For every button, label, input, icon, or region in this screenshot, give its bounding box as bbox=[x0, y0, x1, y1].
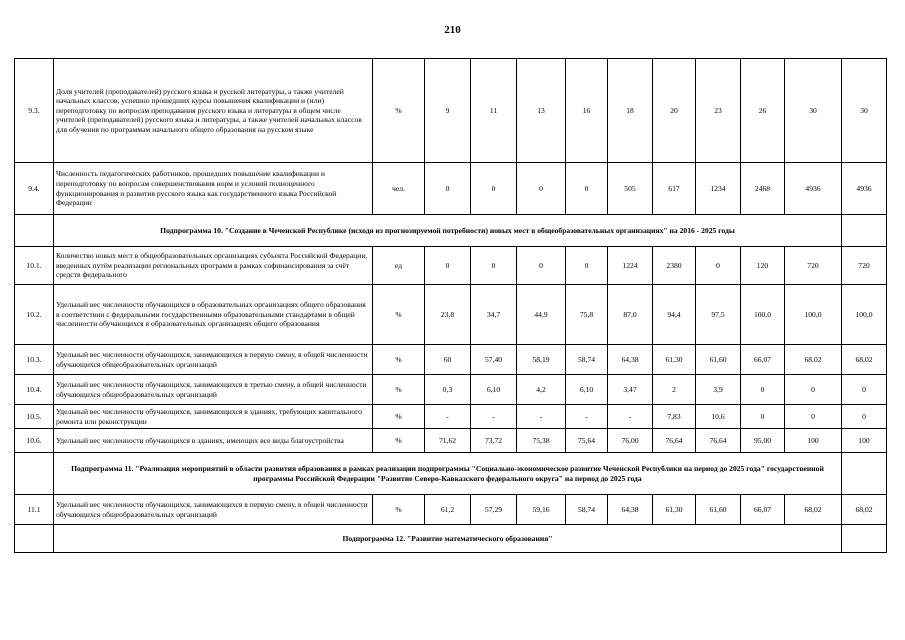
value-cell: 30 bbox=[785, 59, 842, 163]
row-number: 9.3. bbox=[15, 59, 54, 163]
value-cell: 13 bbox=[517, 59, 566, 163]
value-cell: 26 bbox=[741, 59, 785, 163]
value-cell: 57,40 bbox=[471, 345, 517, 375]
unit-cell: % bbox=[373, 405, 425, 429]
unit-cell: % bbox=[373, 59, 425, 163]
value-cell: 0,3 bbox=[425, 375, 471, 405]
indicator-row bbox=[15, 375, 887, 405]
value-cell: 68,02 bbox=[785, 495, 842, 525]
value-cell: 61,2 bbox=[425, 495, 471, 525]
subprogram-title: Подпрограмма 12. "Развитие математического образования" bbox=[54, 525, 842, 553]
value-cell: 0 bbox=[842, 405, 887, 429]
value-cell: 1234 bbox=[696, 163, 741, 215]
value-cell: 10,6 bbox=[696, 405, 741, 429]
value-cell: 97,5 bbox=[696, 285, 741, 345]
value-cell: 2380 bbox=[653, 247, 696, 285]
row-number: 11.1 bbox=[15, 495, 54, 525]
empty-cell bbox=[842, 525, 887, 553]
row-number: 10.4. bbox=[15, 375, 54, 405]
value-cell: 617 bbox=[653, 163, 696, 215]
value-cell: 3,9 bbox=[696, 375, 741, 405]
indicator-description: Удельный вес численности обучающихся, занимающихся в зданиях, требующих капитального ремонта или реконструкции bbox=[54, 405, 373, 429]
unit-cell: чел. bbox=[373, 163, 425, 215]
subprogram-row bbox=[15, 525, 887, 553]
value-cell: 0 bbox=[471, 163, 517, 215]
empty-cell bbox=[842, 215, 887, 247]
value-cell: 58,74 bbox=[566, 495, 608, 525]
value-cell: 7,83 bbox=[653, 405, 696, 429]
row-number-cell bbox=[15, 215, 54, 247]
value-cell: 0 bbox=[425, 247, 471, 285]
row-number: 10.5. bbox=[15, 405, 54, 429]
indicator-description: Количество новых мест в общеобразовательных организациях субъекта Российской Федерации, введенных путём реализации региональных программ в рамках софинансирования за счёт средств федерального bbox=[54, 247, 373, 285]
value-cell: 75,64 bbox=[566, 429, 608, 453]
value-cell: 68,02 bbox=[842, 495, 887, 525]
indicators-table bbox=[14, 58, 887, 553]
row-number: 10.3. bbox=[15, 345, 54, 375]
value-cell: 34,7 bbox=[471, 285, 517, 345]
row-number: 10.6. bbox=[15, 429, 54, 453]
value-cell: 94,4 bbox=[653, 285, 696, 345]
value-cell: 76,64 bbox=[653, 429, 696, 453]
value-cell: 68,02 bbox=[785, 345, 842, 375]
value-cell: 61,60 bbox=[696, 495, 741, 525]
value-cell: 0 bbox=[471, 247, 517, 285]
value-cell: 64,38 bbox=[608, 495, 653, 525]
value-cell: 0 bbox=[425, 163, 471, 215]
unit-cell: ед bbox=[373, 247, 425, 285]
row-number: 10.2. bbox=[15, 285, 54, 345]
unit-cell: % bbox=[373, 429, 425, 453]
value-cell: - bbox=[425, 405, 471, 429]
value-cell: 30 bbox=[842, 59, 887, 163]
value-cell: 4936 bbox=[785, 163, 842, 215]
value-cell: 0 bbox=[785, 405, 842, 429]
value-cell: 100,0 bbox=[842, 285, 887, 345]
value-cell: 18 bbox=[608, 59, 653, 163]
unit-cell: % bbox=[373, 345, 425, 375]
indicator-description: Удельный вес численности обучающихся, занимающихся в первую смену, в общей численности обучающихся общеобразовательных организаций bbox=[54, 495, 373, 525]
value-cell: 76,00 bbox=[608, 429, 653, 453]
row-number: 9.4. bbox=[15, 163, 54, 215]
value-cell: 20 bbox=[653, 59, 696, 163]
value-cell: 58,19 bbox=[517, 345, 566, 375]
indicator-row bbox=[15, 345, 887, 375]
empty-cell bbox=[842, 453, 887, 495]
indicator-row bbox=[15, 247, 887, 285]
value-cell: 0 bbox=[696, 247, 741, 285]
value-cell: 100 bbox=[842, 429, 887, 453]
value-cell: 60 bbox=[425, 345, 471, 375]
value-cell: 75,38 bbox=[517, 429, 566, 453]
value-cell: 66,07 bbox=[741, 345, 785, 375]
value-cell: - bbox=[517, 405, 566, 429]
unit-cell: % bbox=[373, 375, 425, 405]
value-cell: 61,60 bbox=[696, 345, 741, 375]
indicator-row bbox=[15, 163, 887, 215]
value-cell: 100,0 bbox=[741, 285, 785, 345]
value-cell: 23,8 bbox=[425, 285, 471, 345]
value-cell: 95,00 bbox=[741, 429, 785, 453]
value-cell: 68,02 bbox=[842, 345, 887, 375]
value-cell: 23 bbox=[696, 59, 741, 163]
unit-cell: % bbox=[373, 285, 425, 345]
indicator-description: Численность педагогических работников, прошедших повышение квалификации и переподготовку по вопросам совершенствования норм и условий полноценного функционирования и развития русского языка как государственного языка Российской Федерации bbox=[54, 163, 373, 215]
value-cell: 720 bbox=[842, 247, 887, 285]
value-cell: 0 bbox=[741, 405, 785, 429]
indicator-row bbox=[15, 285, 887, 345]
value-cell: 0 bbox=[842, 375, 887, 405]
value-cell: - bbox=[608, 405, 653, 429]
indicator-row bbox=[15, 495, 887, 525]
value-cell: 0 bbox=[517, 247, 566, 285]
value-cell: 61,30 bbox=[653, 495, 696, 525]
subprogram-row bbox=[15, 453, 887, 495]
value-cell: 64,38 bbox=[608, 345, 653, 375]
subprogram-title: Подпрограмма 11. "Реализация мероприятий в области развития образования в рамках реализации подпрограммы "Социально-экономическое развитие Чеченской Республики на период до 2025 года" государственной программы Российской Федерации "Развитие Северо-Кавказского федерального округа" на период до 2025 года bbox=[54, 453, 842, 495]
indicator-row bbox=[15, 405, 887, 429]
value-cell: 6,10 bbox=[566, 375, 608, 405]
value-cell: 44,9 bbox=[517, 285, 566, 345]
value-cell: 2 bbox=[653, 375, 696, 405]
value-cell: - bbox=[566, 405, 608, 429]
indicator-description: Удельный вес численности обучающихся в образовательных организациях общего образования в соответствии с федеральными государственными образовательными стандартами в общей численности обучающихся в образовательных организациях общего образования bbox=[54, 285, 373, 345]
value-cell: 66,07 bbox=[741, 495, 785, 525]
subprogram-row bbox=[15, 215, 887, 247]
indicator-row bbox=[15, 59, 887, 163]
value-cell: 9 bbox=[425, 59, 471, 163]
unit-cell: % bbox=[373, 495, 425, 525]
value-cell: 120 bbox=[741, 247, 785, 285]
value-cell: 6,10 bbox=[471, 375, 517, 405]
value-cell: 3,47 bbox=[608, 375, 653, 405]
subprogram-title: Подпрограмма 10. "Создание в Чеченской Республике (исходя из прогнозируемой потребности) новых мест в общеобразовательных организациях" на 2016 - 2025 годы bbox=[54, 215, 842, 247]
row-number-cell bbox=[15, 453, 54, 495]
value-cell: 59,16 bbox=[517, 495, 566, 525]
value-cell: 0 bbox=[566, 163, 608, 215]
value-cell: 4,2 bbox=[517, 375, 566, 405]
value-cell: 76,64 bbox=[696, 429, 741, 453]
indicator-description: Удельный вес численности обучающихся в зданиях, имеющих все виды благоустройства bbox=[54, 429, 373, 453]
value-cell: 16 bbox=[566, 59, 608, 163]
indicator-description: Доля учителей (преподавателей) русского языка и русской литературы, а также учителей начальных классов, успешно прошедших курсы повышения квалификации и (или) переподготовку по вопросам преподавания русского языка и литературы в общем числе учителей (преподавателей) русского языка и литературы, а также учителей начальных классов для обучения по программам начального общего образования на русском языке bbox=[54, 59, 373, 163]
value-cell: 1224 bbox=[608, 247, 653, 285]
value-cell: 0 bbox=[566, 247, 608, 285]
value-cell: 100,0 bbox=[785, 285, 842, 345]
value-cell: - bbox=[471, 405, 517, 429]
value-cell: 505 bbox=[608, 163, 653, 215]
value-cell: 73,72 bbox=[471, 429, 517, 453]
indicator-row bbox=[15, 429, 887, 453]
value-cell: 2468 bbox=[741, 163, 785, 215]
value-cell: 61,30 bbox=[653, 345, 696, 375]
value-cell: 57,29 bbox=[471, 495, 517, 525]
row-number-cell bbox=[15, 525, 54, 553]
value-cell: 4936 bbox=[842, 163, 887, 215]
value-cell: 0 bbox=[517, 163, 566, 215]
row-number: 10.1. bbox=[15, 247, 54, 285]
value-cell: 11 bbox=[471, 59, 517, 163]
value-cell: 0 bbox=[785, 375, 842, 405]
indicator-description: Удельный вес численности обучающихся, занимающихся в третью смену, в общей численности обучающихся общеобразовательных организаций bbox=[54, 375, 373, 405]
value-cell: 100 bbox=[785, 429, 842, 453]
value-cell: 71,62 bbox=[425, 429, 471, 453]
value-cell: 87,0 bbox=[608, 285, 653, 345]
indicator-description: Удельный вес численности обучающихся, занимающихся в первую смену, в общей численности обучающихся общеобразовательных организаций bbox=[54, 345, 373, 375]
value-cell: 720 bbox=[785, 247, 842, 285]
value-cell: 0 bbox=[741, 375, 785, 405]
page-number: 210 bbox=[444, 24, 461, 36]
value-cell: 58,74 bbox=[566, 345, 608, 375]
value-cell: 75,8 bbox=[566, 285, 608, 345]
